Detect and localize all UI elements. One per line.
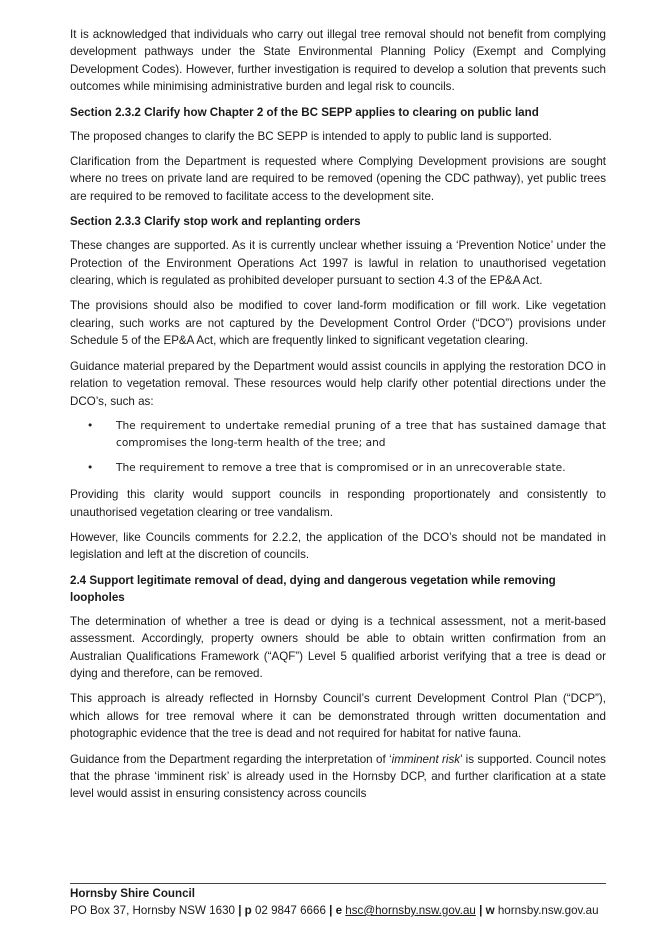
- paragraph: The provisions should also be modified to cover land-form modification or fill work. Like vegetation clearing, such works are not captured by the Development Control Order (“DCO”) provisions under Schedule 5 of the EP&A Act, which are frequently linked to significant vegetation clearing.: [70, 299, 606, 348]
- footer-divider: [70, 883, 606, 884]
- list-item: [70, 460, 606, 477]
- paragraph: The proposed changes to clarify the BC SEPP is intended to apply to public land is supported.: [70, 129, 552, 143]
- footer-website[interactable]: hornsby.nsw.gov.au: [494, 904, 599, 917]
- paragraph: Clarification from the Department is requested where Complying Development provisions are sought where no trees on private land are required to be removed (opening the CDC pathway), yet public trees are required to be removed to facilitate access to the development site.: [70, 155, 606, 203]
- paragraph: Providing this clarity would support councils in responding proportionately and consistently to unauthorised vegetation clearing or tree vandalism.: [70, 488, 606, 519]
- separator: |: [329, 904, 336, 917]
- paragraph: However, like Councils comments for 2.2.2, the application of the DCO’s should not be mandated in legislation and left at the discretion of councils.: [70, 530, 606, 562]
- list-item: [70, 418, 606, 453]
- separator: |: [238, 904, 245, 917]
- text-run: Guidance from the Department regarding the interpretation of ‘: [70, 752, 392, 766]
- paragraph: Guidance material prepared by the Department would assist councils in applying the restoration DCO in relation to vegetation removal. These resources would help clarify other potential directions under the DCO’s, such as:: [70, 359, 606, 408]
- page-footer: [70, 883, 606, 920]
- footer-contact-line: [70, 902, 606, 920]
- email-label: e: [335, 904, 343, 917]
- footer-organisation: Hornsby Shire Council: [70, 887, 195, 900]
- bullet-icon: •: [87, 419, 94, 432]
- bullet-list: [70, 418, 606, 477]
- paragraph: [70, 751, 606, 803]
- list-item-text: The requirement to remove a tree that is compromised or in an unrecoverable state.: [116, 461, 566, 474]
- document-body: [70, 26, 606, 811]
- paragraph: The determination of whether a tree is dead or dying is a technical assessment, not a merit-based assessment. Accordingly, property owners should be able to obtain written confirmation from an Australian Qualifications Framework (“AQF”) Level 5 qualified arborist verifying that a tree is dead or dying and therefore, can be removed.: [70, 614, 606, 680]
- separator: |: [479, 904, 486, 917]
- section-2-3-2-heading: Section 2.3.2 Clarify how Chapter 2 of the BC SEPP applies to clearing on public land: [70, 105, 539, 119]
- phone-label: p: [244, 904, 252, 917]
- footer-address: PO Box 37, Hornsby NSW 1630: [70, 904, 239, 917]
- section-2-3-3-heading: Section 2.3.3 Clarify stop work and replanting orders: [70, 215, 361, 229]
- paragraph: These changes are supported. As it is currently unclear whether issuing a ‘Prevention Notice’ under the Protection of the Environment Operations Act 1997 is lawful in relation to unauthorised vegetation clearing, which is regulated as prohibited developer pursuant to section 4.3 of the EP&A Act.: [70, 239, 606, 288]
- list-item-text: The requirement to undertake remedial pruning of a tree that has sustained damage that compromises the long-term health of the tree; and: [116, 419, 606, 450]
- paragraph: This approach is already reflected in Hornsby Council’s current Development Control Plan (“DCP”), which allows for tree removal where it can be demonstrated through written documentation and photographic evidence that the tree is dead and not required for habitat for native fauna.: [70, 692, 606, 741]
- web-label: w: [485, 904, 495, 917]
- footer-phone: 02 9847 6666: [251, 904, 330, 917]
- intro-paragraph: It is acknowledged that individuals who carry out illegal tree removal should not benefit from complying development pathways under the State Environmental Planning Policy (Exempt and Complying Development Codes). However, further investigation is required to develop a solution that prevents such outcomes while minimising administrative burden and legal risk to councils.: [70, 28, 606, 94]
- bullet-icon: •: [87, 461, 94, 474]
- footer-email-link[interactable]: hsc@hornsby.nsw.gov.au: [345, 904, 476, 917]
- section-2-4-heading: 2.4 Support legitimate removal of dead, dying and dangerous vegetation while removing loopholes: [70, 573, 556, 604]
- text-run: ’ is supported. Council notes that the phrase ‘imminent risk’ is already used in the Hornsby DCP, and further clarification at a state level would assist in ensuring consistency across councils: [70, 752, 606, 801]
- italic-term: imminent risk: [391, 752, 461, 766]
